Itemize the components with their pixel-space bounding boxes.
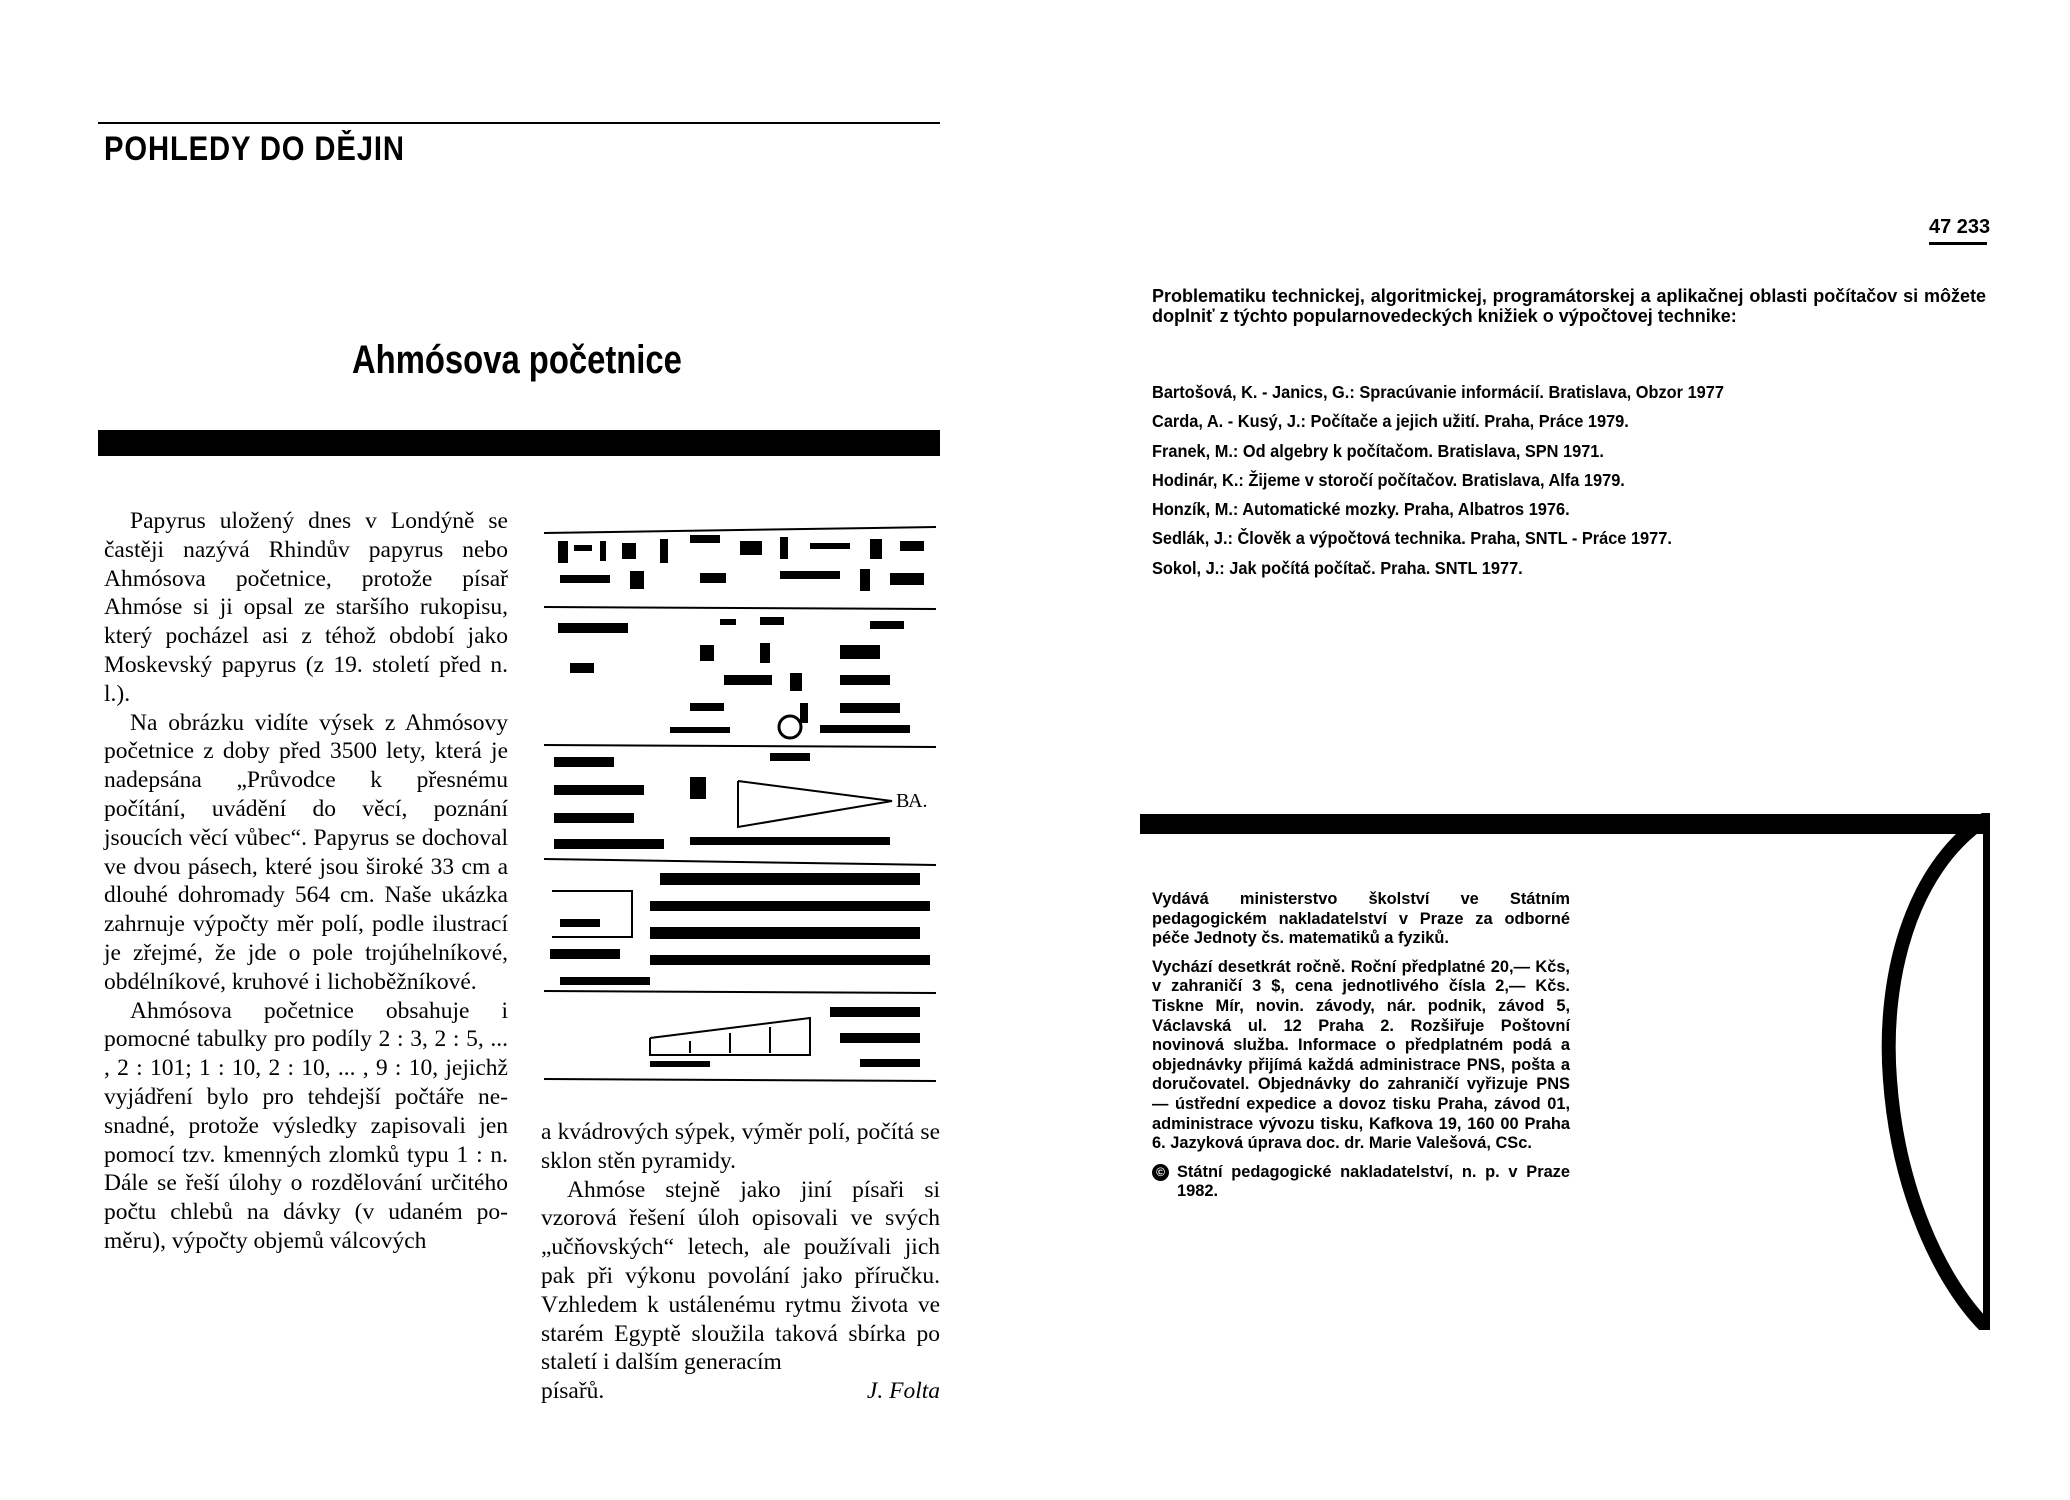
article-paragraph: Na obrázku vidíte výsek z Ahmósovy početnice z doby před 3500 lety, která je nadepsána „Průvodce k přesnému počítání, uvádění do věcí, poznání jsoucích věcí vůbec“. Papyrus se dochoval ve dvou pásech, které jsou široké 33 cm a dlouhé dohromady 564 cm. Naše ukázka zahrnuje výpočty měr polí, podle ilustrací je zřejmé, že jde o pole trojúhelníkové, obdélníkové, kruhové i lichoběžníkové. — [104, 709, 508, 995]
reading-list-item: Hodinár, K.: Žijeme v storočí počítačov. Bratislava, Alfa 1979. — [1152, 469, 1625, 490]
reading-list-item: Franek, M.: Od algebry k počítačom. Bratislava, SPN 1971. — [1152, 440, 1604, 461]
page-number-rule — [1929, 242, 1987, 245]
section-rule — [98, 122, 940, 124]
article-column-right — [541, 1118, 940, 1406]
colophon — [1152, 890, 1570, 1211]
papyrus-illustration — [540, 513, 942, 1085]
author-signature: J. Folta — [866, 1378, 940, 1405]
colophon-publisher: Vydává ministerstvo školství ve Státním pedagogickém nakladatelství v Praze za odborné péče Jednoty čs. matematiků a fyziků. — [1152, 890, 1570, 948]
decorative-curve — [1880, 810, 1990, 1330]
figure-label: ВА. — [896, 790, 928, 812]
reading-list-item: Sokol, J.: Jak počítá počítač. Praha. SNTL 1977. — [1152, 557, 1523, 578]
article-paragraph: Ahmósova početnice obsahuje i pomocné tabulky pro podíly 2 : 3, 2 : 5, ... , 2 : 101; 1 : 10, 2 : 10, ... , 9 : 10, jejichž vyjádření bylo pro tehdejší počtáře nesnadné, protože výsledky zapisovali jen pomocí tzv. kmenných zlomků typu 1 : n. Dále se řeší úlohy o rozdělování určitého počtu chlebů na dávky (v udaném poměru), výpočty objemů válcových — [104, 997, 508, 1254]
colophon-copyright-line — [1152, 1163, 1570, 1202]
colophon-bar — [1140, 814, 1985, 834]
page-number: 47 233 — [1929, 216, 1991, 238]
section-title: POHLEDY DO DĚJIN — [104, 130, 405, 168]
article-last-word: písařů. — [541, 1378, 605, 1405]
reading-list-item: Carda, A. - Kusý, J.: Počítače a jejich užití. Praha, Práce 1979. — [1152, 411, 1629, 432]
article-column-left — [104, 507, 508, 1256]
reading-list-intro: Problematiku technickej, algoritmickej, programátorskej a aplikačnej oblasti počítačov si môžete doplniť z týchto popularnovedeckých knižiek o výpočtovej technike: — [1152, 286, 1986, 326]
title-bar — [98, 430, 940, 456]
article-title: Ahmósova početnice — [352, 338, 682, 382]
article-last-line — [541, 1377, 940, 1406]
reading-list-item: Sedlák, J.: Člověk a výpočtová technika. Praha, SNTL - Práce 1977. — [1152, 528, 1672, 549]
article-paragraph: Ahmóse stejně jako jiní písaři si vzorová řešení úloh opisovali ve svých „učňovských“ letech, ale používali jich pak při výkonu povolání jako příručku. Vzhledem k ustálenému rytmu života ve starém Egyptě sloužila taková sbírka po staletí i dalším generacím — [541, 1176, 940, 1376]
article-paragraph: Papyrus uložený dnes v Londýně se častěji nazývá Rhindův papyrus nebo Ahmósova početnice, protože písař Ahmóse si ji opsal ze staršího rukopisu, který pocházel asi z téhož období jako Moskevský papyrus (z 19. století před n. l.). — [104, 508, 508, 707]
colophon-details: Vychází desetkrát ročně. Roční předplatné 20,— Kčs, v zahraničí 3 $, cena jednotlivého čísla 2,— Kčs. Tiskne Mír, novin. závody, nár. podnik, závod 5, Václavská ul. 12 Praha 2. Rozšiřuje Poštovní novinová služba. Informace o předplatném podá a objednávky přijímá každá administrace PNS, pošta a doručovatel. Objednávky do zahraničí vyřizuje PNS — ústřední expedice a dovoz tisku Praha, závod 01, administrace vývozu tisku, Kafkova 19, 160 00 Praha 6. Jazyková úprava doc. dr. Marie Valešová, CSc. — [1152, 957, 1570, 1153]
copyright-icon: © — [1152, 1164, 1169, 1181]
reading-list — [1152, 378, 1986, 583]
reading-list-item: Bartošová, K. - Janics, G.: Spracúvanie informácií. Bratislava, Obzor 1977 — [1152, 382, 1724, 402]
article-paragraph: a kvádrových sýpek, výměr polí, počítá se sklon stěn pyramidy. — [541, 1119, 940, 1174]
colophon-copyright: Státní pedagogické nakladatelství, n. p. v Praze 1982. — [1177, 1162, 1570, 1201]
reading-list-item: Honzík, M.: Automatické mozky. Praha, Albatros 1976. — [1152, 499, 1570, 520]
